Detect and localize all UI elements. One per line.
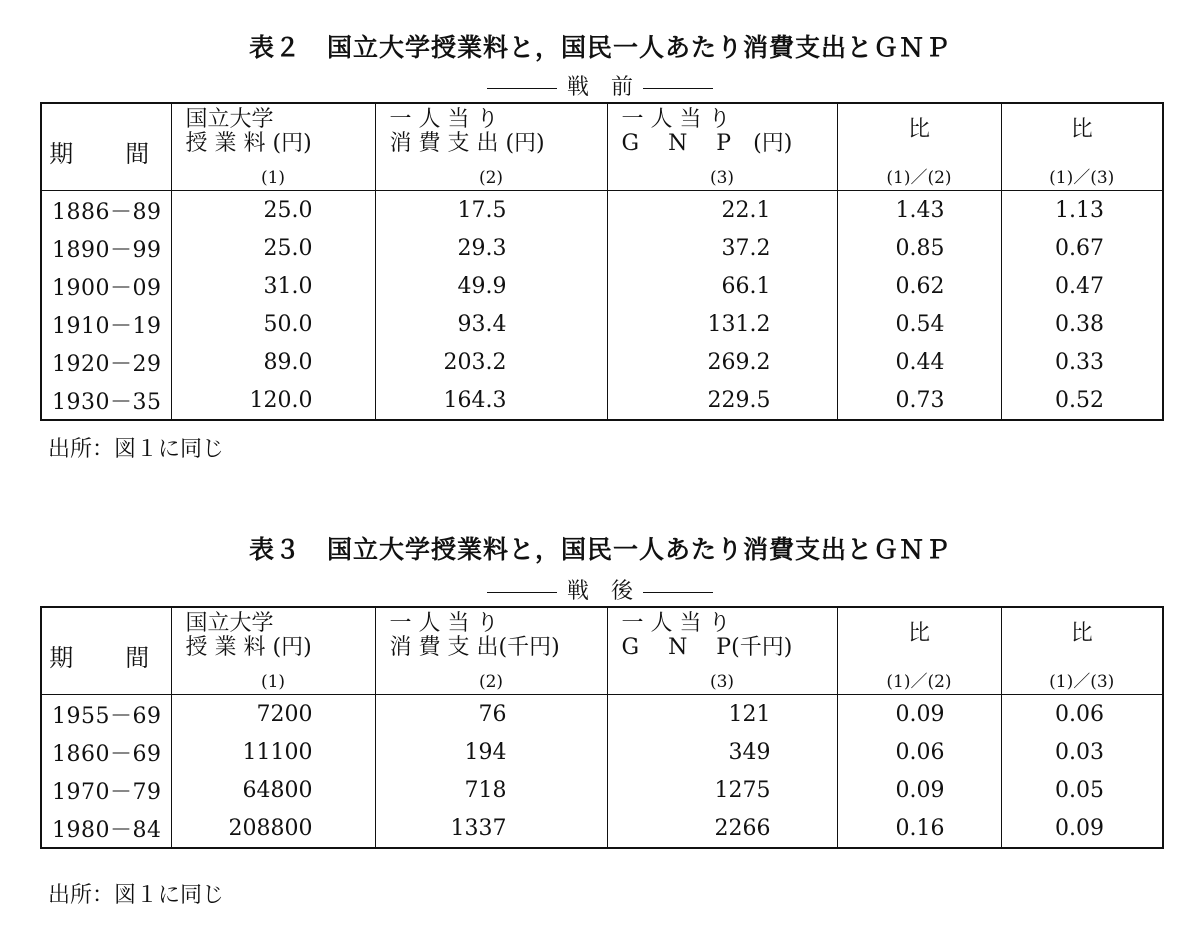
header-tuition-label: 国立大学 授 業 料 (円) [185,107,312,156]
cell-ratio-1-3: 0.47 [1001,267,1163,305]
cell-consumption: 76 [375,695,607,733]
cell-tuition: 7200 [171,695,375,733]
table-row [41,695,1163,733]
table-row [41,267,1163,305]
cell-ratio-1-2: 0.62 [837,267,1001,305]
header-tuition [171,103,375,191]
cell-period: 1955－69 [52,703,162,729]
table2-subtitle [0,70,1200,101]
subtitle-right-dash [643,88,713,89]
cell-tuition: 64800 [171,771,375,809]
cell-consumption: 1337 [375,809,607,848]
cell-tuition: 31.0 [171,267,375,305]
cell-tuition: 89.0 [171,343,375,381]
cell-ratio-1-2: 0.16 [837,809,1001,848]
cell-ratio-1-3: 0.67 [1001,229,1163,267]
table3-subtitle-text: 戦後 [566,579,655,604]
cell-consumption: 718 [375,771,607,809]
cell-period: 1920－29 [52,351,162,377]
table-row [41,771,1163,809]
header-ratio-1-2 [837,103,1001,191]
cell-period: 1860－69 [52,741,162,767]
table2-subtitle-text: 戦前 [566,75,655,100]
cell-ratio-1-3: 0.33 [1001,343,1163,381]
cell-gnp: 229.5 [607,381,837,420]
table-row [41,305,1163,343]
table-row [41,229,1163,267]
table2-body [41,191,1163,420]
cell-period: 1970－79 [52,779,162,805]
header-period [41,103,171,191]
header-ratio-1-3 [1001,103,1163,191]
header-ratio-label: 比 [1070,621,1093,646]
header-tuition-label: 国立大学 授 業 料 (円) [185,611,312,660]
cell-ratio-1-2: 0.73 [837,381,1001,420]
cell-gnp: 66.1 [607,267,837,305]
header-num-5: (1)／(3) [1049,168,1115,188]
header-consumption-label: 一 人 当 り 消 費 支 出(千円) [389,611,560,660]
cell-period: 1930－35 [52,389,162,415]
table3-subtitle [0,574,1200,605]
cell-ratio-1-2: 1.43 [837,191,1001,229]
table2 [40,102,1164,421]
header-gnp [607,607,837,695]
cell-ratio-1-3: 1.13 [1001,191,1163,229]
subtitle-left-dash [487,88,557,89]
header-period [41,607,171,695]
cell-tuition: 25.0 [171,191,375,229]
cell-consumption: 49.9 [375,267,607,305]
cell-ratio-1-2: 0.06 [837,733,1001,771]
table3-header-row [41,607,1163,695]
subtitle-left-dash [487,592,557,593]
cell-ratio-1-3: 0.03 [1001,733,1163,771]
table3 [40,606,1164,849]
table-row [41,733,1163,771]
header-consumption [375,103,607,191]
cell-period: 1910－19 [52,313,162,339]
header-num-2: (2) [478,168,504,188]
cell-tuition: 50.0 [171,305,375,343]
cell-ratio-1-2: 0.09 [837,695,1001,733]
subtitle-right-dash [643,592,713,593]
header-consumption [375,607,607,695]
table2-title: 表２ 国立大学授業料と，国民一人あたり消費支出とＧＮＰ [248,33,951,62]
cell-consumption: 93.4 [375,305,607,343]
header-num-3: (3) [709,168,735,188]
cell-gnp: 22.1 [607,191,837,229]
table3-body [41,695,1163,848]
header-ratio-label: 比 [1070,117,1093,142]
cell-ratio-1-3: 0.06 [1001,695,1163,733]
header-ratio-label: 比 [907,117,930,142]
table-row [41,381,1163,420]
cell-ratio-1-2: 0.54 [837,305,1001,343]
cell-consumption: 17.5 [375,191,607,229]
cell-period: 1890－99 [52,237,162,263]
cell-ratio-1-3: 0.09 [1001,809,1163,848]
cell-tuition: 25.0 [171,229,375,267]
header-num-3: (3) [709,672,735,692]
header-num-4: (1)／(2) [886,168,952,188]
cell-tuition: 208800 [171,809,375,848]
header-gnp-label: 一 人 当 り G N P(千円) [621,611,793,660]
table3-title: 表３ 国立大学授業料と，国民一人あたり消費支出とＧＮＰ [248,535,951,564]
cell-consumption: 29.3 [375,229,607,267]
table3-source: 出所：図１に同じ [48,883,225,908]
table-row [41,191,1163,229]
header-ratio-label: 比 [907,621,930,646]
cell-period: 1980－84 [52,817,162,843]
cell-gnp: 37.2 [607,229,837,267]
cell-consumption: 203.2 [375,343,607,381]
header-num-1: (1) [260,168,286,188]
table-row [41,809,1163,848]
header-ratio-1-3 [1001,607,1163,695]
table2-header-row [41,103,1163,191]
cell-period: 1886－89 [52,199,162,225]
cell-ratio-1-3: 0.52 [1001,381,1163,420]
cell-gnp: 349 [607,733,837,771]
cell-consumption: 194 [375,733,607,771]
header-consumption-label: 一 人 当 り 消 費 支 出 (円) [389,107,545,156]
cell-gnp: 2266 [607,809,837,848]
cell-tuition: 120.0 [171,381,375,420]
cell-gnp: 1275 [607,771,837,809]
cell-gnp: 269.2 [607,343,837,381]
header-num-1: (1) [260,672,286,692]
cell-consumption: 164.3 [375,381,607,420]
cell-gnp: 121 [607,695,837,733]
header-tuition [171,607,375,695]
header-gnp-label: 一 人 当 り G N P (円) [621,107,793,156]
header-num-4: (1)／(2) [886,672,952,692]
header-gnp [607,103,837,191]
header-period-label: 期 間 [49,644,164,672]
cell-gnp: 131.2 [607,305,837,343]
cell-ratio-1-3: 0.05 [1001,771,1163,809]
header-num-2: (2) [478,672,504,692]
cell-period: 1900－09 [52,275,162,301]
table2-source: 出所：図１に同じ [48,437,225,462]
header-ratio-1-2 [837,607,1001,695]
cell-ratio-1-3: 0.38 [1001,305,1163,343]
header-num-5: (1)／(3) [1049,672,1115,692]
cell-ratio-1-2: 0.44 [837,343,1001,381]
cell-tuition: 11100 [171,733,375,771]
table-row [41,343,1163,381]
header-period-label: 期 間 [49,140,164,168]
cell-ratio-1-2: 0.09 [837,771,1001,809]
cell-ratio-1-2: 0.85 [837,229,1001,267]
